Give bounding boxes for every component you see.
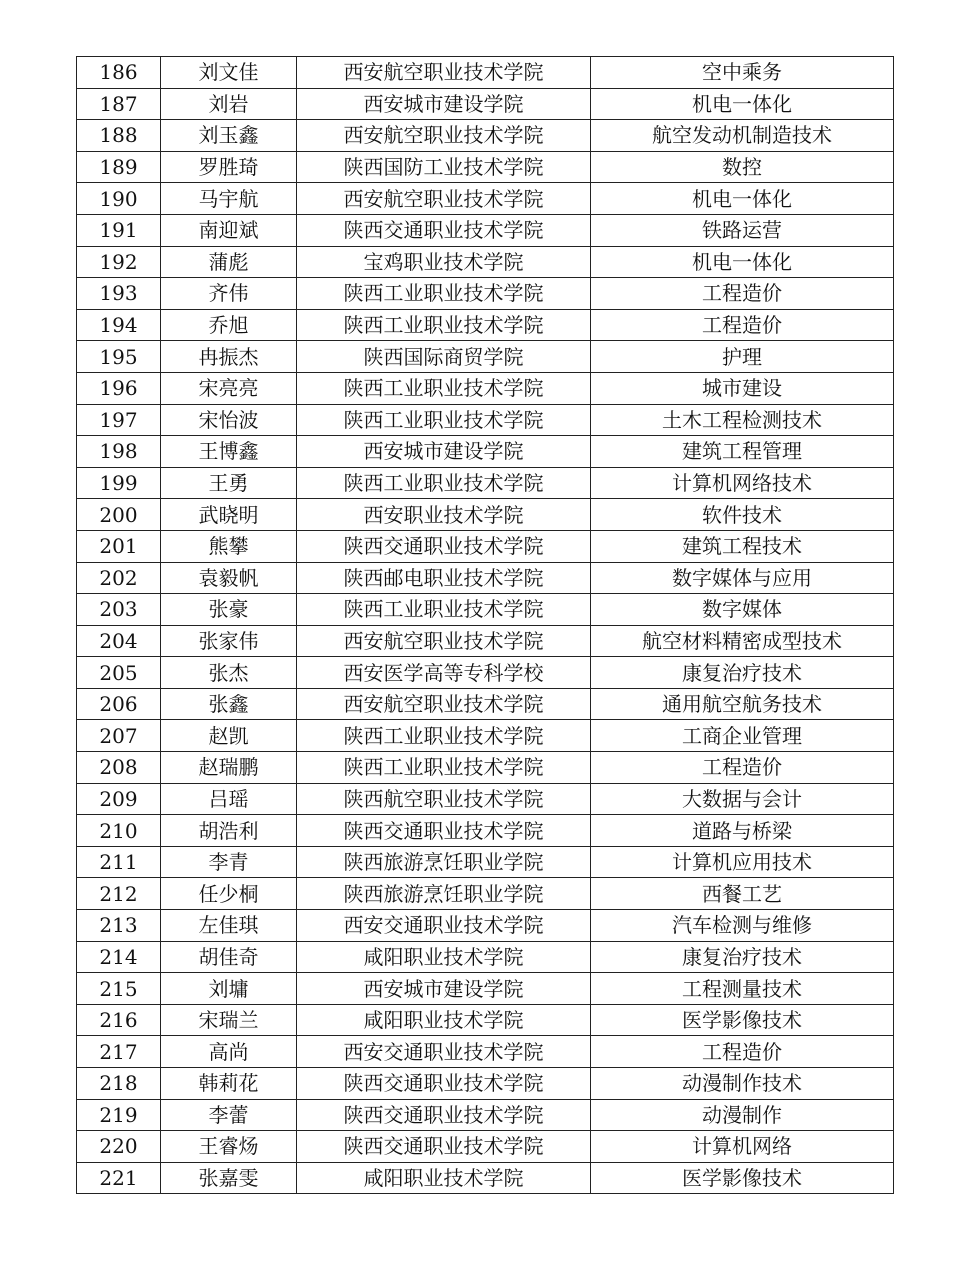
row-number-cell: 187 (77, 88, 161, 120)
row-number-cell: 217 (77, 1036, 161, 1068)
school-name-cell: 陕西工业职业技术学院 (297, 372, 591, 404)
school-name-cell: 西安航空职业技术学院 (297, 688, 591, 720)
table-row (77, 151, 894, 183)
student-name-cell: 张家伟 (161, 625, 297, 657)
table-row (77, 1099, 894, 1131)
student-name-cell: 齐伟 (161, 278, 297, 310)
table-row (77, 214, 894, 246)
major-name-cell: 机电一体化 (591, 88, 894, 120)
school-name-cell: 西安交通职业技术学院 (297, 1036, 591, 1068)
row-number-cell: 192 (77, 246, 161, 278)
student-name-cell: 宋瑞兰 (161, 1004, 297, 1036)
row-number-cell: 195 (77, 341, 161, 373)
major-name-cell: 数字媒体与应用 (591, 562, 894, 594)
student-name-cell: 乔旭 (161, 309, 297, 341)
table-row (77, 910, 894, 942)
table-row (77, 372, 894, 404)
student-name-cell: 宋怡波 (161, 404, 297, 436)
student-name-cell: 胡佳奇 (161, 941, 297, 973)
school-name-cell: 陕西旅游烹饪职业学院 (297, 878, 591, 910)
row-number-cell: 215 (77, 973, 161, 1005)
major-name-cell: 土木工程检测技术 (591, 404, 894, 436)
row-number-cell: 188 (77, 120, 161, 152)
major-name-cell: 建筑工程管理 (591, 436, 894, 468)
row-number-cell: 211 (77, 846, 161, 878)
student-name-cell: 袁毅帆 (161, 562, 297, 594)
student-name-cell: 武晓明 (161, 499, 297, 531)
school-name-cell: 陕西工业职业技术学院 (297, 467, 591, 499)
row-number-cell: 207 (77, 720, 161, 752)
table-row (77, 594, 894, 626)
student-name-cell: 张鑫 (161, 688, 297, 720)
student-name-cell: 吕瑶 (161, 783, 297, 815)
row-number-cell: 198 (77, 436, 161, 468)
table-row (77, 404, 894, 436)
major-name-cell: 计算机网络技术 (591, 467, 894, 499)
table-row (77, 1036, 894, 1068)
major-name-cell: 数控 (591, 151, 894, 183)
table-row (77, 562, 894, 594)
roster-table-body (77, 57, 894, 1194)
row-number-cell: 208 (77, 752, 161, 784)
major-name-cell: 护理 (591, 341, 894, 373)
major-name-cell: 工程测量技术 (591, 973, 894, 1005)
table-row (77, 467, 894, 499)
student-name-cell: 熊攀 (161, 530, 297, 562)
major-name-cell: 软件技术 (591, 499, 894, 531)
school-name-cell: 西安城市建设学院 (297, 973, 591, 1005)
row-number-cell: 197 (77, 404, 161, 436)
major-name-cell: 工程造价 (591, 752, 894, 784)
student-name-cell: 冉振杰 (161, 341, 297, 373)
school-name-cell: 西安航空职业技术学院 (297, 57, 591, 89)
student-name-cell: 蒲彪 (161, 246, 297, 278)
major-name-cell: 机电一体化 (591, 183, 894, 215)
table-row (77, 688, 894, 720)
student-name-cell: 王勇 (161, 467, 297, 499)
major-name-cell: 康复治疗技术 (591, 941, 894, 973)
school-name-cell: 陕西邮电职业技术学院 (297, 562, 591, 594)
school-name-cell: 咸阳职业技术学院 (297, 1162, 591, 1194)
student-name-cell: 高尚 (161, 1036, 297, 1068)
school-name-cell: 西安航空职业技术学院 (297, 183, 591, 215)
row-number-cell: 212 (77, 878, 161, 910)
table-row (77, 878, 894, 910)
major-name-cell: 西餐工艺 (591, 878, 894, 910)
student-name-cell: 刘岩 (161, 88, 297, 120)
row-number-cell: 204 (77, 625, 161, 657)
major-name-cell: 机电一体化 (591, 246, 894, 278)
major-name-cell: 工商企业管理 (591, 720, 894, 752)
row-number-cell: 202 (77, 562, 161, 594)
table-row (77, 1068, 894, 1100)
student-name-cell: 刘文佳 (161, 57, 297, 89)
school-name-cell: 西安医学高等专科学校 (297, 657, 591, 689)
table-row (77, 436, 894, 468)
row-number-cell: 196 (77, 372, 161, 404)
student-name-cell: 张嘉雯 (161, 1162, 297, 1194)
major-name-cell: 医学影像技术 (591, 1004, 894, 1036)
student-name-cell: 任少桐 (161, 878, 297, 910)
student-name-cell: 罗胜琦 (161, 151, 297, 183)
school-name-cell: 西安航空职业技术学院 (297, 625, 591, 657)
row-number-cell: 220 (77, 1131, 161, 1163)
row-number-cell: 221 (77, 1162, 161, 1194)
student-name-cell: 张豪 (161, 594, 297, 626)
table-row (77, 1162, 894, 1194)
major-name-cell: 工程造价 (591, 278, 894, 310)
major-name-cell: 通用航空航务技术 (591, 688, 894, 720)
school-name-cell: 陕西工业职业技术学院 (297, 309, 591, 341)
table-row (77, 815, 894, 847)
school-name-cell: 陕西交通职业技术学院 (297, 1068, 591, 1100)
table-row (77, 309, 894, 341)
table-row (77, 720, 894, 752)
table-row (77, 941, 894, 973)
major-name-cell: 工程造价 (591, 309, 894, 341)
student-name-cell: 宋亮亮 (161, 372, 297, 404)
row-number-cell: 186 (77, 57, 161, 89)
major-name-cell: 工程造价 (591, 1036, 894, 1068)
major-name-cell: 大数据与会计 (591, 783, 894, 815)
school-name-cell: 西安航空职业技术学院 (297, 120, 591, 152)
table-row (77, 783, 894, 815)
row-number-cell: 189 (77, 151, 161, 183)
major-name-cell: 动漫制作技术 (591, 1068, 894, 1100)
student-name-cell: 刘墉 (161, 973, 297, 1005)
school-name-cell: 陕西工业职业技术学院 (297, 594, 591, 626)
student-name-cell: 李蕾 (161, 1099, 297, 1131)
school-name-cell: 咸阳职业技术学院 (297, 941, 591, 973)
school-name-cell: 陕西工业职业技术学院 (297, 404, 591, 436)
major-name-cell: 医学影像技术 (591, 1162, 894, 1194)
major-name-cell: 城市建设 (591, 372, 894, 404)
row-number-cell: 219 (77, 1099, 161, 1131)
row-number-cell: 209 (77, 783, 161, 815)
roster-table (76, 56, 894, 1194)
table-row (77, 1004, 894, 1036)
row-number-cell: 210 (77, 815, 161, 847)
student-name-cell: 李青 (161, 846, 297, 878)
major-name-cell: 建筑工程技术 (591, 530, 894, 562)
row-number-cell: 214 (77, 941, 161, 973)
major-name-cell: 空中乘务 (591, 57, 894, 89)
major-name-cell: 道路与桥梁 (591, 815, 894, 847)
major-name-cell: 动漫制作 (591, 1099, 894, 1131)
school-name-cell: 陕西国防工业技术学院 (297, 151, 591, 183)
major-name-cell: 数字媒体 (591, 594, 894, 626)
student-name-cell: 王博鑫 (161, 436, 297, 468)
school-name-cell: 西安城市建设学院 (297, 436, 591, 468)
major-name-cell: 康复治疗技术 (591, 657, 894, 689)
major-name-cell: 汽车检测与维修 (591, 910, 894, 942)
row-number-cell: 216 (77, 1004, 161, 1036)
school-name-cell: 陕西工业职业技术学院 (297, 752, 591, 784)
row-number-cell: 193 (77, 278, 161, 310)
row-number-cell: 213 (77, 910, 161, 942)
school-name-cell: 陕西交通职业技术学院 (297, 530, 591, 562)
row-number-cell: 201 (77, 530, 161, 562)
school-name-cell: 陕西航空职业技术学院 (297, 783, 591, 815)
school-name-cell: 西安城市建设学院 (297, 88, 591, 120)
row-number-cell: 218 (77, 1068, 161, 1100)
school-name-cell: 陕西交通职业技术学院 (297, 1099, 591, 1131)
row-number-cell: 191 (77, 214, 161, 246)
major-name-cell: 计算机网络 (591, 1131, 894, 1163)
row-number-cell: 200 (77, 499, 161, 531)
student-name-cell: 韩莉花 (161, 1068, 297, 1100)
student-name-cell: 南迎斌 (161, 214, 297, 246)
table-row (77, 341, 894, 373)
table-row (77, 120, 894, 152)
school-name-cell: 陕西工业职业技术学院 (297, 720, 591, 752)
major-name-cell: 计算机应用技术 (591, 846, 894, 878)
student-name-cell: 胡浩利 (161, 815, 297, 847)
row-number-cell: 199 (77, 467, 161, 499)
school-name-cell: 陕西工业职业技术学院 (297, 278, 591, 310)
table-row (77, 183, 894, 215)
row-number-cell: 194 (77, 309, 161, 341)
school-name-cell: 宝鸡职业技术学院 (297, 246, 591, 278)
row-number-cell: 203 (77, 594, 161, 626)
table-row (77, 530, 894, 562)
student-name-cell: 左佳琪 (161, 910, 297, 942)
table-row (77, 246, 894, 278)
major-name-cell: 航空发动机制造技术 (591, 120, 894, 152)
student-name-cell: 王睿炀 (161, 1131, 297, 1163)
student-name-cell: 张杰 (161, 657, 297, 689)
school-name-cell: 陕西交通职业技术学院 (297, 1131, 591, 1163)
table-row (77, 499, 894, 531)
table-row (77, 973, 894, 1005)
student-name-cell: 赵凯 (161, 720, 297, 752)
student-name-cell: 赵瑞鹏 (161, 752, 297, 784)
table-row (77, 278, 894, 310)
school-name-cell: 陕西交通职业技术学院 (297, 214, 591, 246)
school-name-cell: 陕西交通职业技术学院 (297, 815, 591, 847)
table-row (77, 752, 894, 784)
row-number-cell: 190 (77, 183, 161, 215)
student-name-cell: 刘玉鑫 (161, 120, 297, 152)
school-name-cell: 西安职业技术学院 (297, 499, 591, 531)
row-number-cell: 206 (77, 688, 161, 720)
table-row (77, 88, 894, 120)
major-name-cell: 航空材料精密成型技术 (591, 625, 894, 657)
table-row (77, 625, 894, 657)
table-row (77, 57, 894, 89)
school-name-cell: 陕西旅游烹饪职业学院 (297, 846, 591, 878)
school-name-cell: 陕西国际商贸学院 (297, 341, 591, 373)
school-name-cell: 咸阳职业技术学院 (297, 1004, 591, 1036)
major-name-cell: 铁路运营 (591, 214, 894, 246)
student-name-cell: 马宇航 (161, 183, 297, 215)
school-name-cell: 西安交通职业技术学院 (297, 910, 591, 942)
table-row (77, 1131, 894, 1163)
row-number-cell: 205 (77, 657, 161, 689)
table-row (77, 657, 894, 689)
table-row (77, 846, 894, 878)
